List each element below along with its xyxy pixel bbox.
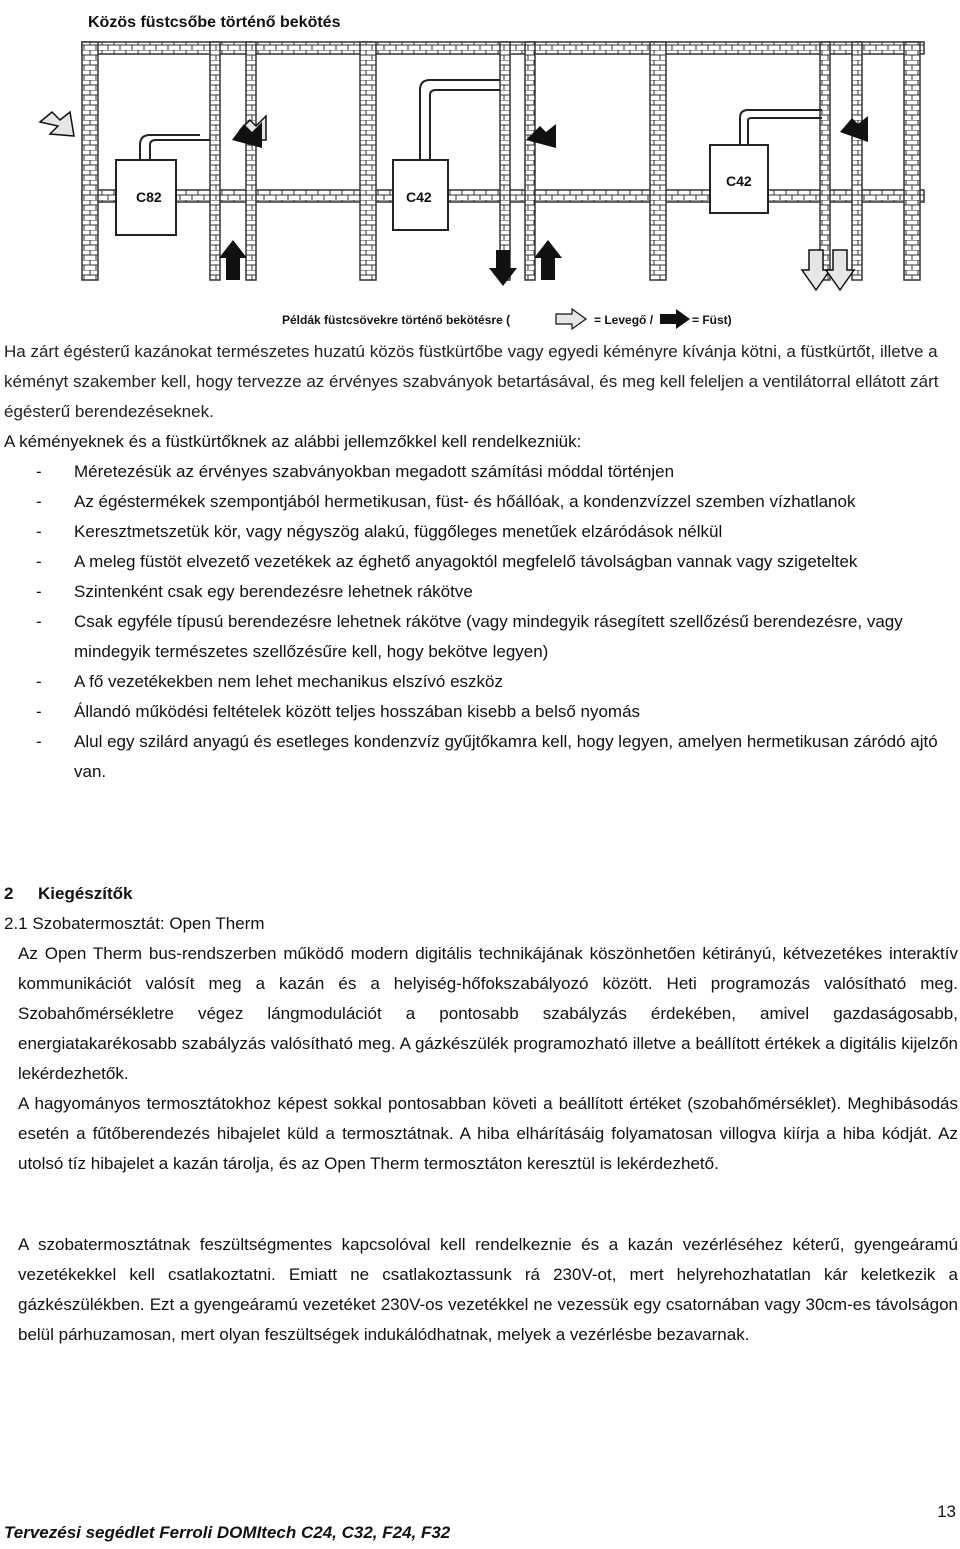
page-number: 13 bbox=[937, 1502, 956, 1521]
list-item: - Keresztmetszetük kör, vagy négyszög alakú, függőleges menetűek elzáródások nélkül bbox=[4, 517, 954, 547]
figure-title: Közös füstcsőbe történő bekötés bbox=[88, 14, 341, 31]
boiler-label-3: C42 bbox=[726, 173, 752, 189]
intro-paragraph: Ha zárt égésterű kazánokat természetes huzatú közös füstkürtőbe vagy egyedi kéményre kívánja kötni, a füstkürtőt, illetve a kéményt szakember kell, hogy tervezze az érvényes szabványok betartásával, és meg kell feleljen a ventilátorral ellátott zárt égésterű berendezéseknek. bbox=[4, 342, 939, 421]
list-item: - Csak egyféle típusú berendezésre lehetnek rákötve (vagy mindegyik rásegített szellőzésű berendezésre, vagy mindegyik természetes szellőzésűre kell, hogy bekötve legyen) bbox=[4, 607, 954, 667]
list-item: - A meleg füstöt elvezető vezetékek az éghető anyagoktól megfelelő távolságban vannak vagy szigeteltek bbox=[4, 547, 954, 577]
requirements-lead: A kéményeknek és a füstkürtőknek az alábbi jellemzőkkel kell rendelkezniük: bbox=[4, 432, 582, 451]
body-paragraph-2: A hagyományos termosztátokhoz képest sokkal pontosabban követi a beállított értéket (szobahőmérséklet). Meghibásodás esetén a fűtőberendezés hibajelet küld a termosztátnak. A hiba elhárításáig folyamatosan villogva kiírja a hiba kódját. Az utolsó tíz hibajelet a kazán tárolja, és az Open Therm termosztáton keresztül is lekérdezhető. bbox=[18, 1094, 958, 1173]
flue-connection-figure bbox=[0, 0, 960, 332]
list-item: - Az égéstermékek szempontjából hermetikusan, füst- és hőállóak, a kondenzvízzel szemben vízhatlanok bbox=[4, 487, 954, 517]
list-item: - Méretezésük az érvényes szabványokban megadott számítási móddal történjen bbox=[4, 457, 954, 487]
legend-air: = Levegő / bbox=[594, 313, 654, 327]
legend-air-arrow-icon bbox=[556, 309, 586, 329]
page-footer: Tervezési segédlet Ferroli DOMItech C24, C32, F24, F32 bbox=[4, 1523, 451, 1542]
legend-smoke: = Füst) bbox=[692, 313, 732, 327]
boiler-label-2: C42 bbox=[406, 189, 432, 205]
body-paragraph-3: A szobatermosztátnak feszültségmentes kapcsolóval kell rendelkeznie és a kazán vezérléséhez kéterű, gyengeáramú vezetékekkel kell csatlakoztatni. Emiatt ne csatlakoztassunk rá 230V-ot, mert helyrehozhatatlan kár keletkezik a gázkészülékben. Ezt a gyengeáramú vezetéket 230V-os vezetékkel ne vezessük egy csatornában vagy 30cm-es távolságon belül párhuzamosan, mert olyan feszültségek indukálódhatnak, melyek a vezérlésbe bezavarnak. bbox=[18, 1235, 958, 1344]
boiler-label-1: C82 bbox=[136, 189, 162, 205]
walls bbox=[82, 42, 920, 280]
requirements-block bbox=[4, 427, 954, 787]
subsection-heading: 2.1 Szobatermosztát: Open Therm bbox=[4, 914, 265, 933]
section-title: Kiegészítők bbox=[38, 884, 133, 903]
section-number: 2 bbox=[4, 884, 14, 903]
body-paragraph-1: Az Open Therm bus-rendszerben működő modern digitális technikájának köszönhetően kétirányú, kétvezetékes interaktív kommunikációt valósít meg a kazán és a helyiség-hőfokszabályozó között. Heti programozás valósítható meg. Szobahőmérsékletre végez lángmodulációt a pontosabb szabályzás érdekében, amivel gazdaságosabb, energiatakarékosabb szabályzás valósítható meg. A gázkészülék programozható illetve a beállított értékek a digitális kijelzőn lekérdezhetők. bbox=[18, 944, 958, 1083]
figure-caption: Példák füstcsövekre történő bekötésre ( bbox=[282, 313, 511, 327]
requirements-list bbox=[4, 457, 954, 787]
boiler-units bbox=[116, 80, 822, 235]
list-item: - Alul egy szilárd anyagú és esetleges kondenzvíz gyűjtőkamra kell, hogy legyen, amelyen hermetikusan záródó ajtó van. bbox=[4, 727, 954, 787]
section-heading bbox=[4, 879, 960, 909]
list-item: - Szintenként csak egy berendezésre lehetnek rákötve bbox=[4, 577, 954, 607]
list-item: - A fő vezetékekben nem lehet mechanikus elszívó eszköz bbox=[4, 667, 954, 697]
legend-smoke-arrow-icon bbox=[660, 309, 690, 329]
list-item: - Állandó működési feltételek között teljes hosszában kisebb a belső nyomás bbox=[4, 697, 954, 727]
